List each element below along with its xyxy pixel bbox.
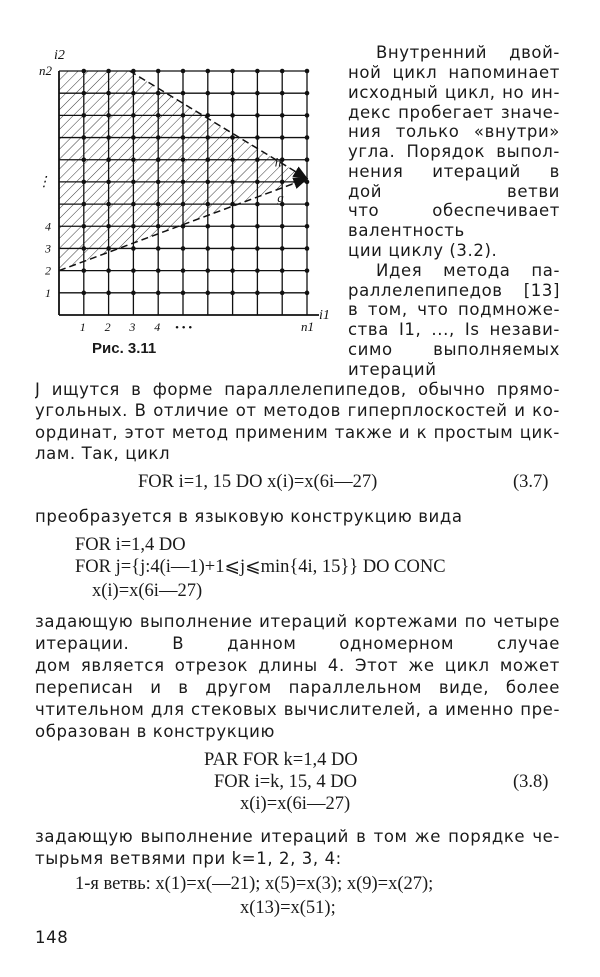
x-tick-label: n1 [301, 319, 314, 334]
grid-point [106, 246, 111, 251]
text-line: дом является отрезок длины 4. Этот же цикл может [35, 656, 560, 675]
text-line: дой ветви [348, 182, 560, 201]
x-axis-label: i1 [319, 308, 330, 323]
grid-point [230, 91, 235, 96]
y-tick-label: ⋮ [37, 174, 51, 190]
grid-point [106, 113, 111, 118]
text-line: нения итераций в [348, 162, 560, 181]
grid-point [106, 180, 111, 185]
grid-point [206, 91, 211, 96]
grid-point [156, 135, 161, 140]
grid-point [305, 246, 310, 251]
grid-point [305, 291, 310, 296]
grid-point [156, 157, 161, 162]
grid-point [131, 157, 136, 162]
equation-number: (3.7) [513, 472, 549, 492]
text-line: угольных. В отличие от методов гиперплоскостей и ко- [35, 401, 560, 420]
x-tick-label: 1 [79, 320, 86, 334]
grid-point [255, 69, 260, 74]
grid-point [280, 291, 285, 296]
grid-point [131, 224, 136, 229]
text-line: J ищутся в форме параллелепипедов, обычно прямо- [35, 380, 560, 399]
grid-point [206, 268, 211, 273]
grid-point [280, 246, 285, 251]
x-tick-label: 2 [104, 320, 111, 334]
grid-point [305, 113, 310, 118]
grid-point [206, 135, 211, 140]
grid-point [280, 224, 285, 229]
code-line: x(13)=x(51); [240, 898, 336, 918]
grid-point [82, 291, 87, 296]
grid-point [255, 224, 260, 229]
grid-point [230, 202, 235, 207]
text-line: симо выполняемых [348, 340, 560, 359]
grid-point [255, 268, 260, 273]
grid-point [82, 69, 87, 74]
grid-point [255, 135, 260, 140]
grid-point [280, 69, 285, 74]
grid-point [106, 135, 111, 140]
grid-point [156, 246, 161, 251]
grid-point [255, 202, 260, 207]
grid-point [82, 135, 87, 140]
text-line: исходный цикл, но ин- [348, 83, 560, 102]
equation-number: (3.8) [513, 772, 549, 792]
grid-point [206, 157, 211, 162]
text-line: задающую выполнение итераций кортежами по четыре [35, 612, 560, 631]
equation-3-7: FOR i=1, 15 DO x(i)=x(6i—27) [138, 472, 378, 492]
code-line: FOR i=k, 15, 4 DO [214, 772, 358, 792]
grid-point [230, 180, 235, 185]
text-line: ния только «внутри» [348, 122, 560, 141]
figure-caption: Рис. 3.11 [92, 340, 157, 357]
code-line: 1-я ветвь: x(1)=x(—21); x(5)=x(3); x(9)=x(27); [75, 874, 434, 894]
grid-point [131, 180, 136, 185]
grid-point [181, 180, 186, 185]
grid-point [181, 291, 186, 296]
grid-point [181, 268, 186, 273]
grid-point [82, 268, 87, 273]
grid-point [305, 157, 310, 162]
grid-point [280, 113, 285, 118]
code-line: x(i)=x(6i—27) [92, 581, 203, 601]
text-line: образован в конструкцию [35, 722, 275, 741]
grid-point [131, 202, 136, 207]
grid-point [230, 135, 235, 140]
grid-point [305, 224, 310, 229]
grid-point [206, 180, 211, 185]
grid-point [156, 224, 161, 229]
grid-point [255, 157, 260, 162]
grid-point [156, 180, 161, 185]
grid-point [305, 91, 310, 96]
text-line: Внутренний двой- [376, 43, 560, 62]
text-line: лам. Так, цикл [35, 444, 171, 463]
text-line: преобразуется в языковую конструкцию вида [35, 507, 463, 526]
text-line: ной цикл напоминает [348, 63, 560, 82]
grid-point [156, 69, 161, 74]
grid-point [106, 224, 111, 229]
text-line: тырьмя ветвями при k=1, 2, 3, 4: [35, 849, 342, 868]
text-line: декс пробегает значе- [348, 103, 560, 122]
grid-point [255, 91, 260, 96]
text-line: итерации. В данном одномерном случае [35, 634, 560, 653]
grid-point [181, 91, 186, 96]
grid-point [106, 69, 111, 74]
grid-point [255, 246, 260, 251]
grid-point [156, 113, 161, 118]
grid-point [106, 157, 111, 162]
grid-point [280, 180, 285, 185]
y-tick-label: n2 [39, 63, 52, 78]
grid-point [206, 202, 211, 207]
grid-point [255, 291, 260, 296]
grid-point [255, 180, 260, 185]
y-tick-label: 1 [45, 285, 51, 300]
grid-point [131, 135, 136, 140]
grid-point [206, 246, 211, 251]
grid-point [305, 135, 310, 140]
code-line: PAR FOR k=1,4 DO [204, 750, 358, 770]
code-line: FOR i=1,4 DO [75, 535, 186, 555]
grid-point [181, 69, 186, 74]
text-line: ординат, этот метод применим также и к простым цик- [35, 423, 560, 442]
code-line: x(i)=x(6i—27) [240, 794, 351, 814]
grid-point [305, 268, 310, 273]
grid-point [82, 91, 87, 96]
grid-point [305, 69, 310, 74]
grid-point [181, 157, 186, 162]
grid-point [106, 91, 111, 96]
grid-point [131, 113, 136, 118]
page-number: 148 [35, 928, 69, 947]
text-line: задающую выполнение итераций в том же порядке че- [35, 827, 560, 846]
text-line: чтительном для стековых вычислителей, а именно пре- [35, 700, 560, 719]
grid-point [131, 291, 136, 296]
grid-point [280, 268, 285, 273]
grid-point [82, 180, 87, 185]
text-line: валентность [348, 221, 465, 240]
text-line: ства I1, ..., Is незави- [348, 320, 560, 339]
grid-point [230, 157, 235, 162]
text-line: ции циклу (3.2). [348, 241, 498, 260]
grid-point [181, 135, 186, 140]
grid-point [305, 202, 310, 207]
grid-point [82, 113, 87, 118]
grid-point [131, 268, 136, 273]
grid-point [156, 91, 161, 96]
grid-point [181, 202, 186, 207]
text-line: что обеспечивает [348, 201, 560, 220]
grid-point [131, 246, 136, 251]
x-tick-label: 3 [129, 320, 136, 334]
grid-point [206, 224, 211, 229]
grid-point [280, 135, 285, 140]
grid-point [230, 69, 235, 74]
grid-point [82, 157, 87, 162]
text-line: раллелепипедов [13] [348, 281, 560, 300]
grid-point [82, 202, 87, 207]
grid-point [230, 246, 235, 251]
grid-point [206, 291, 211, 296]
text-line: итераций [348, 360, 437, 379]
vector-h-label: h [274, 154, 282, 170]
grid-point [181, 246, 186, 251]
grid-point [255, 113, 260, 118]
text-line: в том, что подмноже- [348, 300, 560, 319]
grid-point [305, 180, 310, 185]
grid-point [156, 202, 161, 207]
y-tick-label: 4 [45, 219, 51, 234]
grid-point [230, 224, 235, 229]
grid-point [230, 291, 235, 296]
text-line: Идея метода па- [376, 261, 560, 280]
y-tick-label: 3 [45, 241, 51, 256]
vector-g-label: g [277, 189, 284, 205]
grid-point [131, 91, 136, 96]
grid-point [106, 268, 111, 273]
grid-point [206, 69, 211, 74]
grid-point [156, 291, 161, 296]
figure-3-11 [20, 20, 330, 340]
x-tick-label: 4 [154, 320, 161, 334]
grid-point [106, 202, 111, 207]
x-tick-label: • • • [175, 322, 193, 334]
text-line: переписан и в другом параллельном виде, более [35, 678, 560, 697]
grid-point [82, 224, 87, 229]
y-tick-label: 2 [45, 263, 51, 278]
grid-point [82, 246, 87, 251]
grid-point [181, 113, 186, 118]
grid-point [230, 113, 235, 118]
grid-point [156, 268, 161, 273]
y-axis-label: i2 [54, 48, 65, 63]
grid-point [106, 291, 111, 296]
grid-point [280, 91, 285, 96]
grid-point [230, 268, 235, 273]
text-line: угла. Порядок выпол- [348, 142, 560, 161]
code-line: FOR j={j:4(i—1)+1⩽j⩽min{4i, 15}} DO CONC [75, 557, 446, 577]
